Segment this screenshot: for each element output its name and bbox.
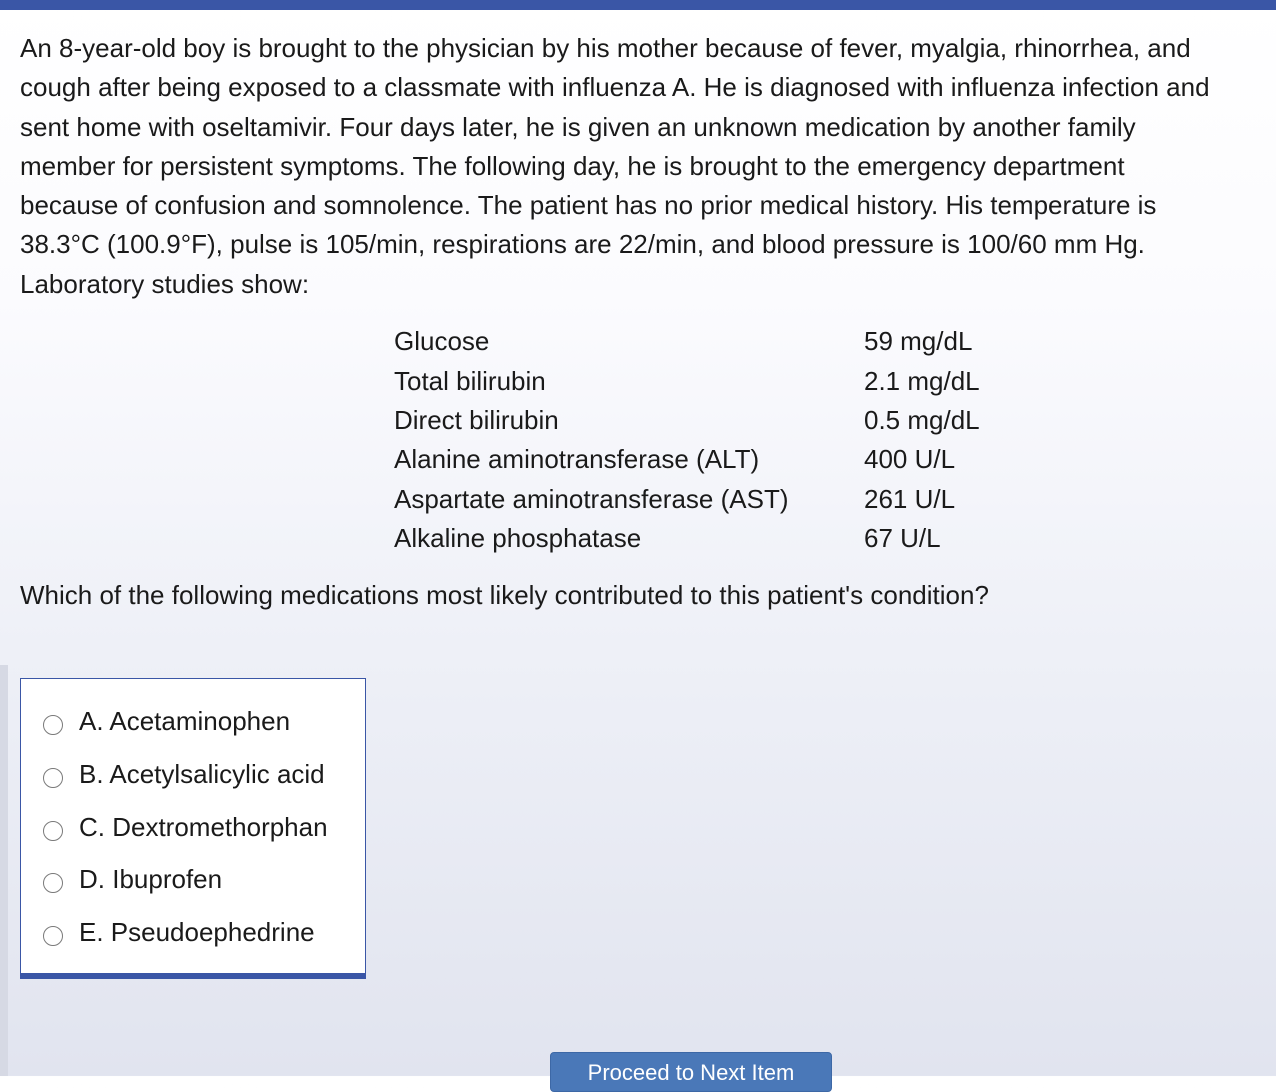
answer-label: A. Acetaminophen [79, 705, 291, 736]
lab-row [394, 322, 980, 361]
lab-row [394, 519, 980, 558]
radio-button-icon[interactable] [43, 926, 63, 946]
answer-label: C. Dextromethorphan [79, 811, 328, 842]
answer-label: D. Ibuprofen [79, 863, 223, 894]
left-panel-edge [0, 665, 8, 1076]
lab-results-table [394, 322, 980, 558]
lab-row [394, 361, 980, 400]
radio-button-icon[interactable] [43, 715, 63, 735]
answer-choices [20, 678, 366, 979]
lab-name: Aspartate aminotransferase (AST) [394, 483, 789, 514]
lab-value: 0.5 mg/dL [864, 404, 980, 435]
lab-name: Glucose [394, 326, 490, 357]
top-bar [0, 0, 1276, 10]
lab-value: 400 U/L [864, 444, 956, 475]
lab-name: Alkaline phosphatase [394, 523, 642, 554]
lab-value: 261 U/L [864, 483, 956, 514]
lab-name: Direct bilirubin [394, 404, 559, 435]
answer-option-a[interactable] [43, 701, 290, 741]
question-prompt: Which of the following medications most likely contributed to this patient's condition? [20, 580, 989, 610]
lab-row [394, 480, 980, 519]
answer-option-c[interactable] [43, 807, 328, 847]
lab-value: 59 mg/dL [864, 326, 973, 357]
lab-name: Total bilirubin [394, 365, 546, 396]
lab-value: 2.1 mg/dL [864, 365, 980, 396]
radio-button-icon[interactable] [43, 873, 63, 893]
radio-button-icon[interactable] [43, 768, 63, 788]
lab-row [394, 401, 980, 440]
answer-label: E. Pseudoephedrine [79, 916, 315, 947]
answer-option-b[interactable] [43, 754, 325, 794]
lab-value: 67 U/L [864, 523, 941, 554]
proceed-next-button[interactable]: Proceed to Next Item [550, 1052, 832, 1092]
lab-row [394, 440, 980, 479]
question-stem: An 8-year-old boy is brought to the physician by his mother because of fever, myalgia, rhinorrhea, and cough after being exposed to a classmate with influenza A. He is diagnosed with influenza infection and sent home with oseltamivir. Four days later, he is given an unknown medication by another family member for persistent symptoms. The following day, he is brought to the emergency department because of confusion and somnolence. The patient has no prior medical history. His temperature is 38.3°C (100.9°F), pulse is 105/min, respirations are 22/min, and blood pressure is 100/60 mm Hg. Laboratory studies show: [20, 33, 1210, 299]
answer-option-d[interactable] [43, 859, 222, 899]
answer-option-e[interactable] [43, 912, 315, 952]
lab-name: Alanine aminotransferase (ALT) [394, 444, 760, 475]
radio-button-icon[interactable] [43, 821, 63, 841]
answer-label: B. Acetylsalicylic acid [79, 758, 325, 789]
